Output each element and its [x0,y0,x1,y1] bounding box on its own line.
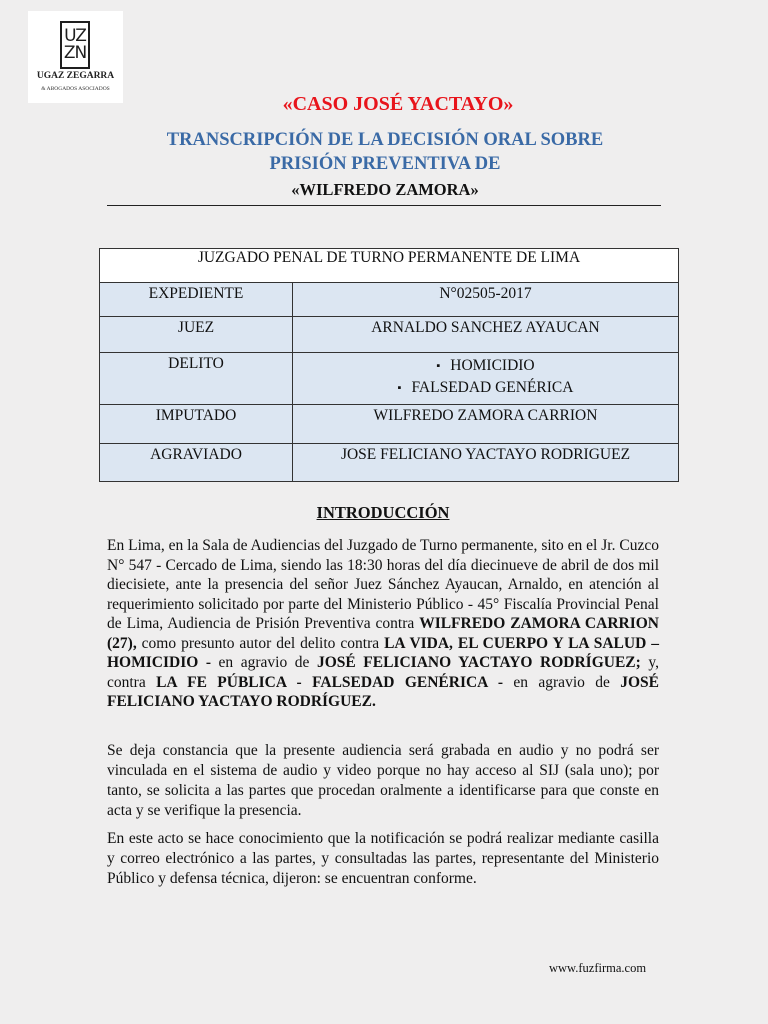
intro-paragraph-3: En este acto se hace conocimiento que la notificación se podrá realizar mediante casilla y correo electrónico a las partes, y consultadas las partes, representante del Ministerio Público y defensa técnica, dijeron: se encuentran conforme. [107,830,659,887]
row-value: WILFREDO ZAMORA CARRION [293,405,679,444]
text-run: como presunto autor del delito contra [136,634,385,652]
intro-paragraph-1 [107,536,659,712]
case-info-table [99,248,679,482]
table-row [100,317,679,353]
text-run: En Lima, en la Sala de Audiencias del Juzgado de Turno permanente, sito en el Jr. Cuzco N° 547 - Cercado de Lima, siendo las 18:30 horas del día diecinueve de abril de dos mil diecisiete, ante la presencia del señor Juez Sánchez Ayaucan, Arnaldo, en atención al requerimiento solicitado por parte del Ministerio Público - 45° Fiscalía Provincial Penal de Lima, Audiencia de Prisión Preventiva contra [107,537,659,632]
table-row [100,353,679,405]
bold-run: JOSÉ FELICIANO YACTAYO RODRÍGUEZ. [107,673,659,710]
row-value-list [293,353,679,405]
doc-subject: «WILFREDO ZAMORA» [291,180,479,199]
text-run: y, contra [107,654,659,691]
header-divider [107,205,661,206]
row-label: EXPEDIENTE [100,283,293,317]
logo-firm-subtitle: & ABOGADOS ASOCIADOS [41,86,110,92]
row-value: ARNALDO SANCHEZ AYAUCAN [293,317,679,353]
table-row [100,283,679,317]
row-label: DELITO [100,353,293,405]
case-title: «CASO JOSÉ YACTAYO» [282,93,514,115]
row-label: IMPUTADO [100,405,293,444]
text-run: en agravio de [503,673,621,691]
offense-list [293,355,678,399]
bold-run: JOSÉ FELICIANO YACTAYO RODRÍGUEZ; [316,654,641,671]
section-heading: INTRODUCCIÓN [316,503,450,522]
logo-mark-bottom: ZN [63,43,87,63]
court-name: JUZGADO PENAL DE TURNO PERMANENTE DE LIMA [100,249,679,283]
text-run: en agravio de [211,654,317,671]
intro-paragraph-2: Se deja constancia que la presente audiencia será grabada en audio y no podrá ser vinculada en el sistema de audio y video porque no hay acceso al SIJ (sala uno); por tanto, se solicita a las partes que procedan oralmente a identificarse para que conste en acta y se verifique la presencia. [107,742,659,819]
table-row [100,405,679,444]
row-value: N°02505-2017 [293,283,679,317]
bold-run: LA VIDA, EL CUERPO Y LA SALUD – HOMICIDIO - [107,634,659,671]
bold-run: WILFREDO ZAMORA CARRION (27), [107,615,659,652]
logo-firm-name: UGAZ ZEGARRA [36,71,115,81]
logo-mark [60,21,90,69]
list-item: ▪ FALSEDAD GENÉRICA [293,377,678,399]
row-label: JUEZ [100,317,293,353]
doc-subtitle-line1: TRANSCRIPCIÓN DE LA DECISIÓN ORAL SOBRE [166,130,604,150]
logo-mark-top: UZ [64,26,86,46]
row-value: JOSE FELICIANO YACTAYO RODRIGUEZ [293,444,679,482]
doc-subtitle-line2: PRISIÓN PREVENTIVA DE [269,154,501,174]
list-item: ▪ HOMICIDIO [293,355,678,377]
footer-url: www.fuzfirma.com [549,961,647,975]
row-label: AGRAVIADO [100,444,293,482]
bold-run: LA FE PÚBLICA - FALSEDAD GENÉRICA - [156,673,504,691]
firm-logo [28,11,123,103]
table-row [100,444,679,482]
